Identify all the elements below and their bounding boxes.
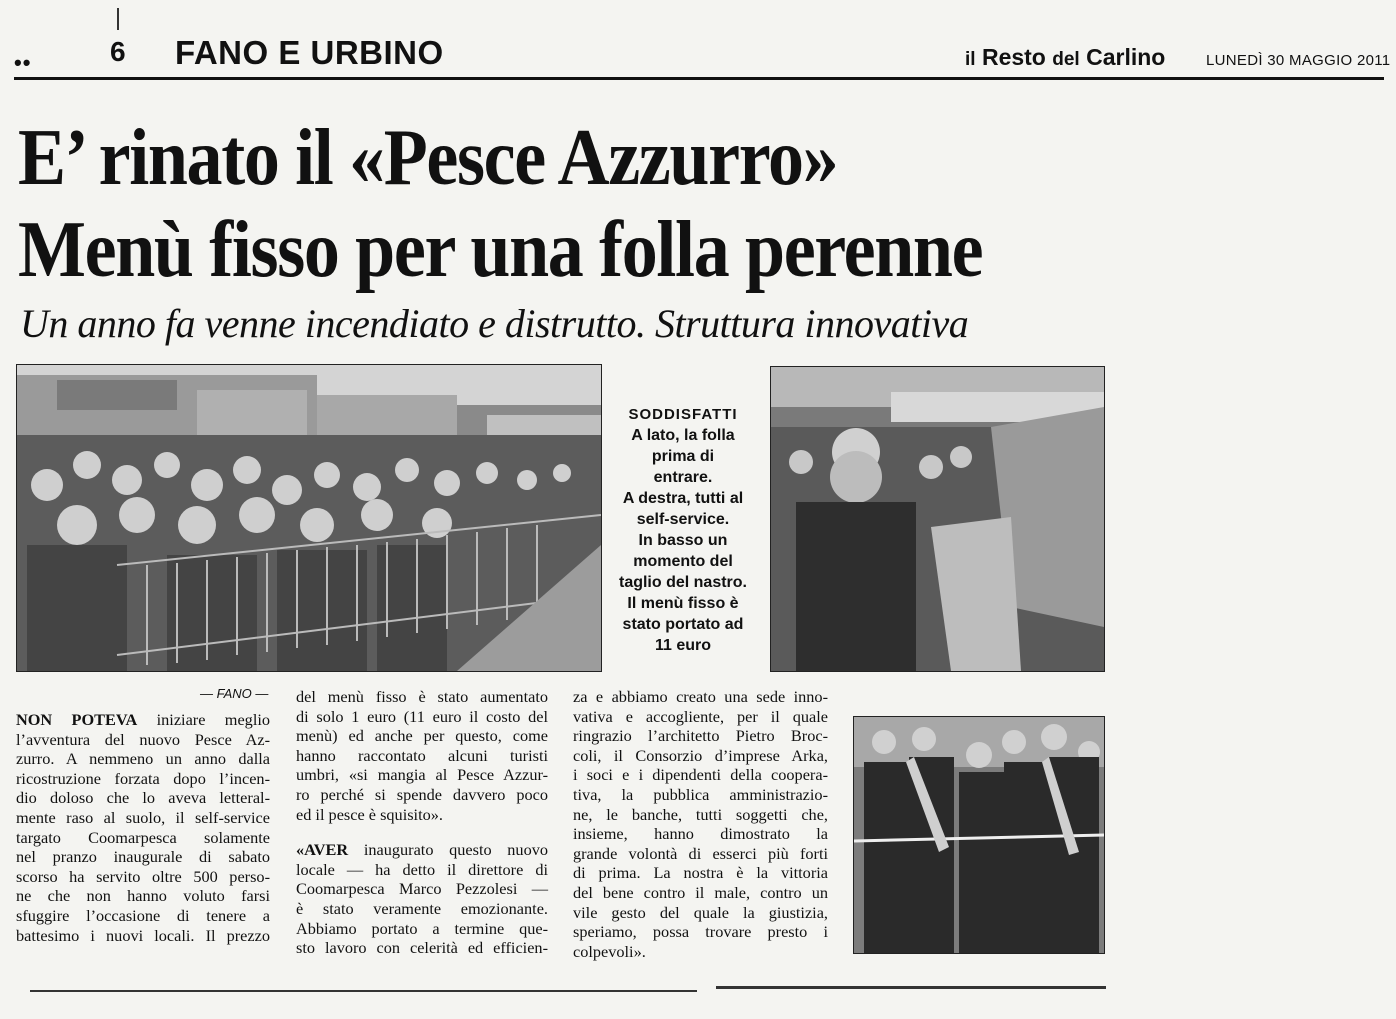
caption-line: Il menù fisso è <box>627 595 739 612</box>
masthead-resto: Resto <box>981 44 1046 70</box>
article-line: colpevoli». <box>573 941 646 961</box>
bottom-rule-left <box>30 990 697 992</box>
masthead-carlino: Carlino <box>1086 44 1166 70</box>
article-line: vile gesto del quale la giustizia, <box>573 902 828 922</box>
article-line: insieme, hanno dimostrato la <box>573 824 828 844</box>
article-column-1 <box>16 710 270 945</box>
article-line: l’avventura del nuovo Pesce Az- <box>16 729 270 749</box>
page-tick-mark <box>117 8 119 30</box>
article-line: speriamo, possa trovare presto i <box>573 922 828 942</box>
article-line: del menù fisso è stato aumentato <box>296 687 548 706</box>
caption-line: 11 euro <box>654 637 712 654</box>
article-line: ringrazio l’architetto Pietro Broc- <box>573 726 828 746</box>
article-column-3 <box>573 687 828 961</box>
page-number: 6 <box>110 36 126 67</box>
header-rule <box>14 77 1384 80</box>
article-line: Abbiamo portato a termine que- <box>296 918 548 938</box>
article-line: za e abbiamo creato una sede inno- <box>573 687 828 706</box>
caption-title: SODDISFATTI <box>628 406 738 423</box>
article-line: zurro. A nemmeno un anno dalla <box>16 749 270 769</box>
article-line: ricostruzione forzata dopo l’incen- <box>16 768 270 788</box>
article-line: hanno raccontato alcuni turisti <box>296 745 548 765</box>
article-line: del bene contro il male, contro un <box>573 882 828 902</box>
article-line: menù) ed anche per questo, come <box>296 726 548 746</box>
article-line: targato Coomarpesca solamente <box>16 827 270 847</box>
caption-line: taglio del nastro. <box>618 574 747 591</box>
article-line: nel pranzo inaugurale di sabato <box>16 847 270 867</box>
caption-line: A destra, tutti al <box>622 490 744 507</box>
headline-line-2: Menù fisso per una folla perenne <box>18 206 983 294</box>
article-line: è stato veramente emozionante. <box>296 898 548 918</box>
newspaper-masthead <box>965 44 1165 71</box>
article-line: vativa e accogliente, per il quale <box>573 706 828 726</box>
caption-line: stato portato ad <box>622 616 744 633</box>
article-line: ne, le banche, tutti soggetti che, <box>573 804 828 824</box>
article-line: ed il pesce è squisito». <box>296 804 443 824</box>
article-lead-2: «AVER <box>296 840 349 860</box>
masthead-del: del <box>1052 49 1080 70</box>
section-title: FANO E URBINO <box>175 34 444 71</box>
caption-line: prima di <box>651 448 715 465</box>
article-line: battesimo i nuovi locali. Il prezzo <box>16 925 270 945</box>
masthead-il: il <box>965 49 976 70</box>
ribbon-cutting-photo <box>853 716 1105 954</box>
article-line: iniziare meglio <box>137 710 271 729</box>
self-service-photo <box>770 366 1105 672</box>
caption-line: A lato, la folla <box>631 427 735 444</box>
article-line: sfuggire l’occasione di tenere a <box>16 905 270 925</box>
article-line <box>16 710 270 730</box>
article-line: tiva, la pubblica amministrazio- <box>573 784 828 804</box>
article-line: di prima. La nostra è la vittoria <box>573 863 828 883</box>
article-line: ro perché si spende davvero poco <box>296 784 548 804</box>
caption-line: momento del <box>633 553 733 570</box>
caption-line: self-service. <box>636 511 730 528</box>
headline-line-1: E’ rinato il «Pesce Azzurro» <box>18 114 838 202</box>
article-line: i soci e i dipendenti della coopera- <box>573 765 828 785</box>
article-line: umbri, «si mangia al Pesce Azzur- <box>296 765 548 785</box>
article-line: mente raso al suolo, il self-service <box>16 807 270 827</box>
article-dateline: — FANO — <box>200 686 269 701</box>
article-line: di solo 1 euro (11 euro il costo del <box>296 706 548 726</box>
article-line: sto lavoro con celerità ed efficien- <box>296 938 548 958</box>
article-line: ne che non hanno voluto farsi <box>16 886 270 906</box>
article-line: locale — ha detto il direttore di <box>296 859 548 879</box>
article-lead: NON POTEVA <box>16 710 138 729</box>
crowd-photo <box>16 364 602 672</box>
article-line <box>296 840 548 860</box>
bottom-rule-right <box>716 986 1106 989</box>
issue-date: LUNEDÌ 30 MAGGIO 2011 <box>1206 52 1391 69</box>
caption-line: In basso un <box>638 532 728 549</box>
caption-line: entrare. <box>653 469 713 486</box>
article-line: grande volontà di esserci più forti <box>573 843 828 863</box>
subheadline: Un anno fa venne incendiato e distrutto. Struttura innovativa <box>20 301 969 346</box>
article-line: inaugurato questo nuovo <box>348 840 548 860</box>
article-column-2 <box>296 687 548 958</box>
article-line: scorso ha servito oltre 500 perso- <box>16 866 270 886</box>
article-line: Coomarpesca Marco Pezzolesi — <box>296 879 548 899</box>
article-line: coli, il Consorzio d’imprese Arka, <box>573 745 828 765</box>
photo-caption <box>604 404 762 656</box>
page-dots: •• <box>14 50 32 75</box>
article-line: dio doloso che lo aveva letteral- <box>16 788 270 808</box>
